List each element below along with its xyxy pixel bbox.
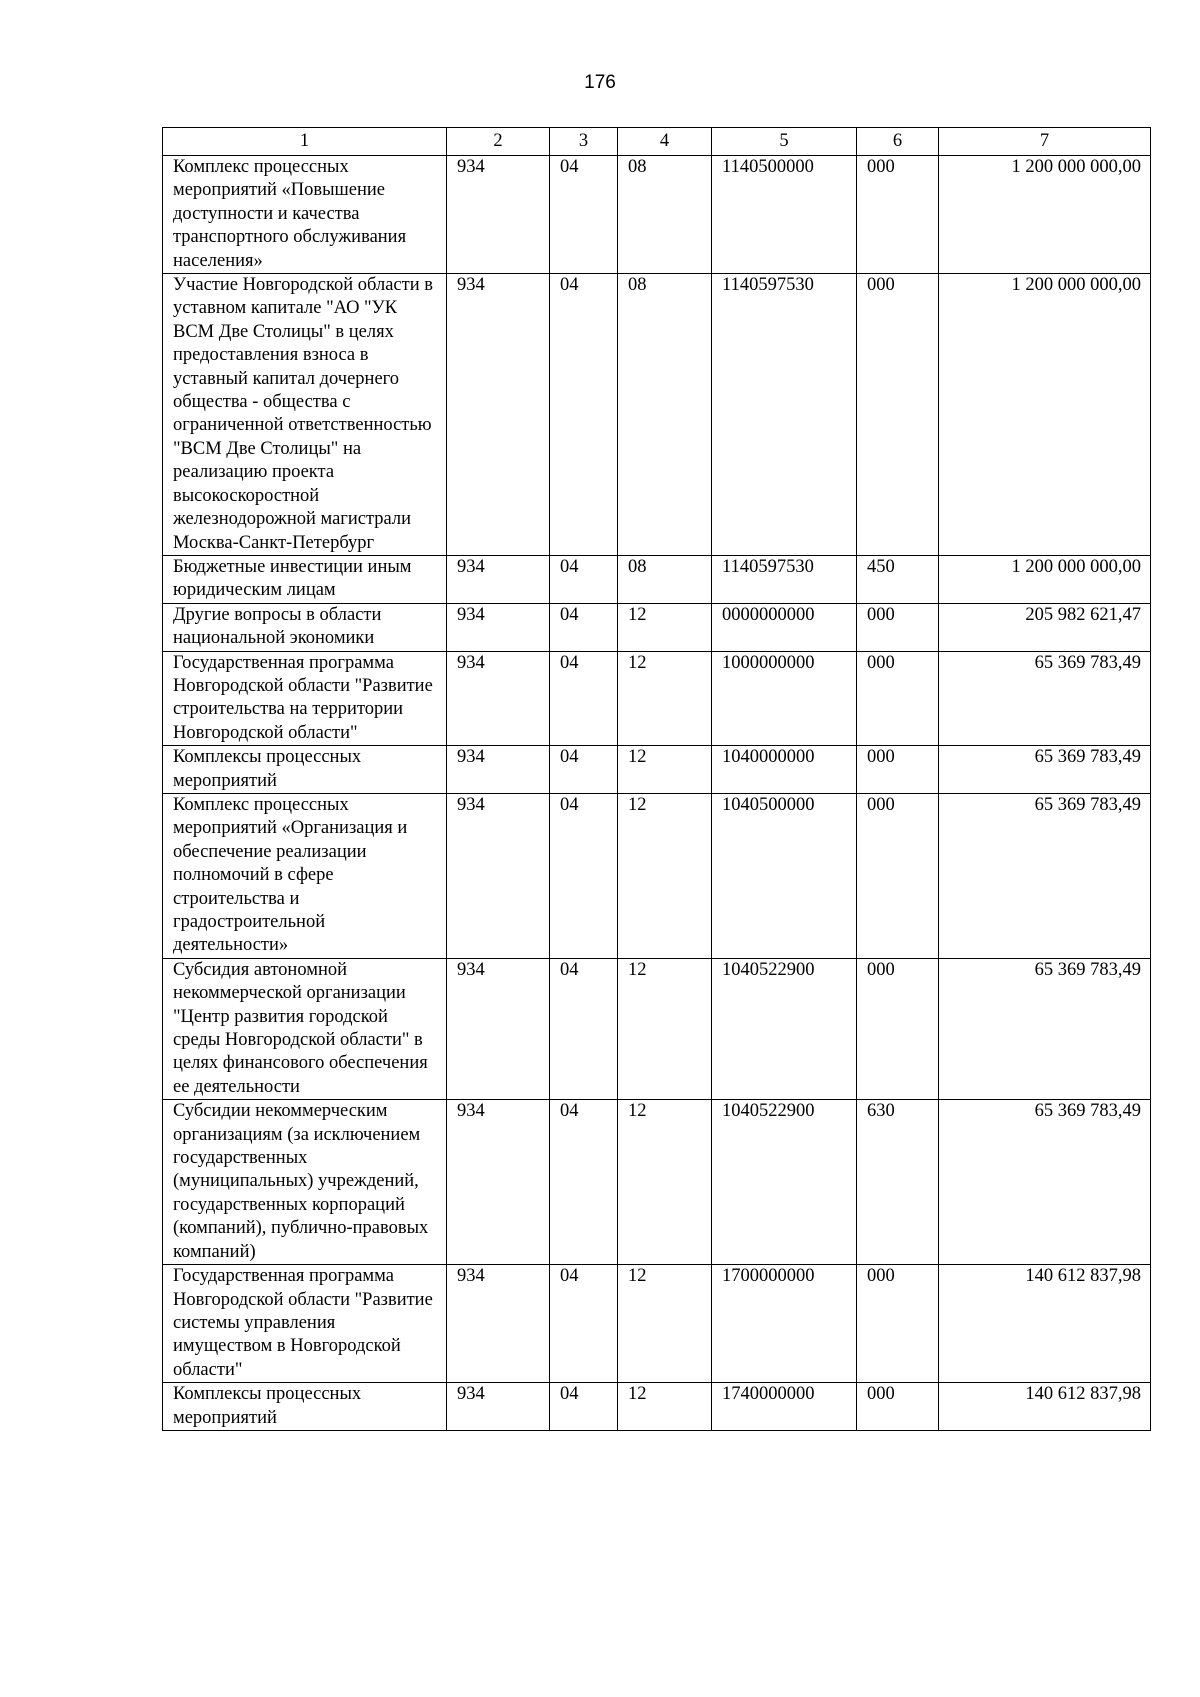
section-code-cell: 04	[550, 651, 618, 746]
subsection-code-cell: 12	[618, 1100, 712, 1265]
target-article-code-cell: 1000000000	[712, 651, 857, 746]
admin-code-cell: 934	[447, 793, 550, 958]
section-code-cell: 04	[550, 274, 618, 556]
admin-code-cell: 934	[447, 274, 550, 556]
amount-cell: 1 200 000 000,00	[939, 555, 1151, 603]
target-article-code-cell: 1140597530	[712, 555, 857, 603]
section-code-cell: 04	[550, 156, 618, 274]
section-code-cell: 04	[550, 1383, 618, 1431]
amount-cell: 65 369 783,49	[939, 958, 1151, 1099]
item-name-cell: Комплексы процессных мероприятий	[163, 1383, 447, 1431]
item-name-cell: Участие Новгородской области в уставном капитале "АО "УК ВСМ Две Столицы" в целях предоставления взноса в уставный капитал дочернего общества - общества с ограниченной ответственностью "ВСМ Две Столицы" на реализацию проекта высокоскоростной железнодорожной магистрали Москва-Санкт-Петербург	[163, 274, 447, 556]
target-article-code-cell: 0000000000	[712, 603, 857, 651]
column-header: 2	[447, 128, 550, 156]
section-code-cell: 04	[550, 793, 618, 958]
target-article-code-cell: 1040500000	[712, 793, 857, 958]
table-row	[163, 1100, 1151, 1265]
column-header: 7	[939, 128, 1151, 156]
subsection-code-cell: 12	[618, 1265, 712, 1383]
section-code-cell: 04	[550, 746, 618, 794]
expense-type-code-cell: 000	[857, 1383, 939, 1431]
target-article-code-cell: 1700000000	[712, 1265, 857, 1383]
subsection-code-cell: 12	[618, 603, 712, 651]
target-article-code-cell: 1040000000	[712, 746, 857, 794]
expense-type-code-cell: 630	[857, 1100, 939, 1265]
admin-code-cell: 934	[447, 1265, 550, 1383]
table-body	[163, 156, 1151, 1431]
column-header: 3	[550, 128, 618, 156]
column-header: 6	[857, 128, 939, 156]
amount-cell: 140 612 837,98	[939, 1383, 1151, 1431]
target-article-code-cell: 1140597530	[712, 274, 857, 556]
target-article-code-cell: 1040522900	[712, 1100, 857, 1265]
budget-table	[162, 127, 1151, 1431]
section-code-cell: 04	[550, 1265, 618, 1383]
subsection-code-cell: 08	[618, 555, 712, 603]
section-code-cell: 04	[550, 958, 618, 1099]
item-name-cell: Комплекс процессных мероприятий «Повышение доступности и качества транспортного обслуживания населения»	[163, 156, 447, 274]
expense-type-code-cell: 000	[857, 156, 939, 274]
table-row	[163, 651, 1151, 746]
expense-type-code-cell: 000	[857, 274, 939, 556]
table-row	[163, 274, 1151, 556]
item-name-cell: Субсидия автономной некоммерческой организации "Центр развития городской среды Новгородской области" в целях финансового обеспечения ее деятельности	[163, 958, 447, 1099]
subsection-code-cell: 08	[618, 156, 712, 274]
subsection-code-cell: 12	[618, 651, 712, 746]
item-name-cell: Бюджетные инвестиции иным юридическим лицам	[163, 555, 447, 603]
table-row	[163, 793, 1151, 958]
admin-code-cell: 934	[447, 1100, 550, 1265]
subsection-code-cell: 12	[618, 958, 712, 1099]
amount-cell: 65 369 783,49	[939, 793, 1151, 958]
target-article-code-cell: 1140500000	[712, 156, 857, 274]
expense-type-code-cell: 000	[857, 603, 939, 651]
amount-cell: 65 369 783,49	[939, 651, 1151, 746]
subsection-code-cell: 12	[618, 746, 712, 794]
expense-type-code-cell: 000	[857, 651, 939, 746]
amount-cell: 65 369 783,49	[939, 1100, 1151, 1265]
table-row	[163, 746, 1151, 794]
item-name-cell: Комплексы процессных мероприятий	[163, 746, 447, 794]
admin-code-cell: 934	[447, 1383, 550, 1431]
admin-code-cell: 934	[447, 603, 550, 651]
table-row	[163, 555, 1151, 603]
page-number: 176	[584, 72, 616, 93]
expense-type-code-cell: 000	[857, 1265, 939, 1383]
admin-code-cell: 934	[447, 156, 550, 274]
target-article-code-cell: 1040522900	[712, 958, 857, 1099]
table-row	[163, 156, 1151, 274]
amount-cell: 1 200 000 000,00	[939, 156, 1151, 274]
subsection-code-cell: 12	[618, 1383, 712, 1431]
admin-code-cell: 934	[447, 651, 550, 746]
column-header: 4	[618, 128, 712, 156]
admin-code-cell: 934	[447, 958, 550, 1099]
admin-code-cell: 934	[447, 746, 550, 794]
column-header: 1	[163, 128, 447, 156]
item-name-cell: Государственная программа Новгородской области "Развитие строительства на территории Новгородской области"	[163, 651, 447, 746]
table-row	[163, 1265, 1151, 1383]
amount-cell: 140 612 837,98	[939, 1265, 1151, 1383]
item-name-cell: Комплекс процессных мероприятий «Организация и обеспечение реализации полномочий в сфере строительства и градостроительной деятельности»	[163, 793, 447, 958]
expense-type-code-cell: 000	[857, 746, 939, 794]
section-code-cell: 04	[550, 1100, 618, 1265]
item-name-cell: Другие вопросы в области национальной экономики	[163, 603, 447, 651]
subsection-code-cell: 08	[618, 274, 712, 556]
amount-cell: 1 200 000 000,00	[939, 274, 1151, 556]
item-name-cell: Субсидии некоммерческим организациям (за исключением государственных (муниципальных) учреждений, государственных корпораций (компаний), публично-правовых компаний)	[163, 1100, 447, 1265]
amount-cell: 65 369 783,49	[939, 746, 1151, 794]
amount-cell: 205 982 621,47	[939, 603, 1151, 651]
section-code-cell: 04	[550, 603, 618, 651]
expense-type-code-cell: 450	[857, 555, 939, 603]
column-header: 5	[712, 128, 857, 156]
expense-type-code-cell: 000	[857, 793, 939, 958]
table-header	[163, 128, 1151, 156]
header-row	[163, 128, 1151, 156]
subsection-code-cell: 12	[618, 793, 712, 958]
admin-code-cell: 934	[447, 555, 550, 603]
table-row	[163, 1383, 1151, 1431]
expense-type-code-cell: 000	[857, 958, 939, 1099]
target-article-code-cell: 1740000000	[712, 1383, 857, 1431]
item-name-cell: Государственная программа Новгородской области "Развитие системы управления имуществом в Новгородской области"	[163, 1265, 447, 1383]
table-row	[163, 958, 1151, 1099]
table-row	[163, 603, 1151, 651]
section-code-cell: 04	[550, 555, 618, 603]
